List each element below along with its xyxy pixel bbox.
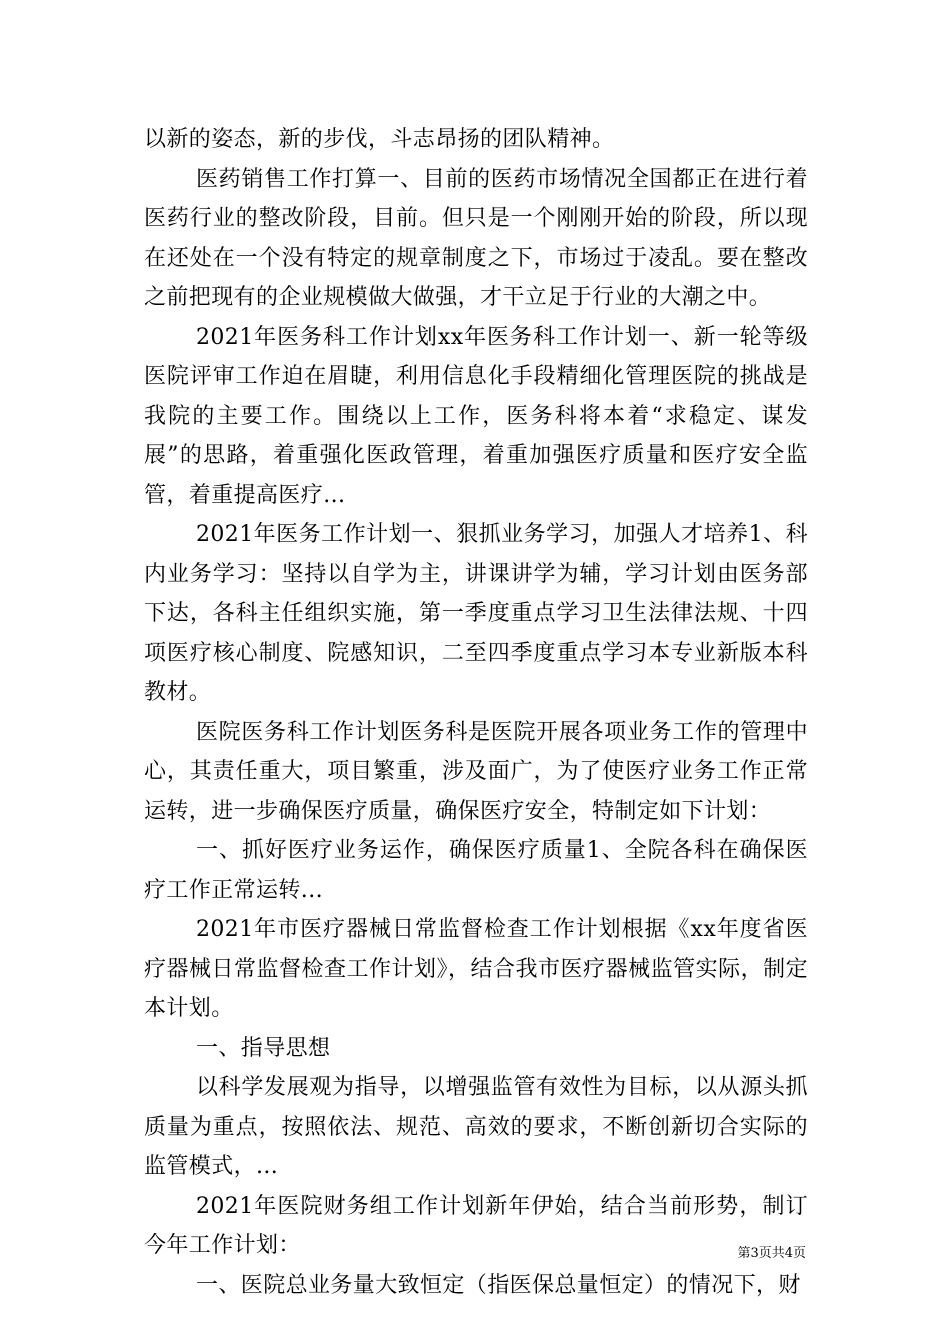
paragraph: 2021年市医疗器械日常监督检查工作计划根据《xx年度省医疗器械日常监督检查工作计划》，结合我市医疗器械监管实际，制定本计划。	[144, 917, 808, 1021]
page-number: 第3页共4页	[737, 1246, 806, 1261]
paragraph: 医院医务科工作计划医务科是医院开展各项业务工作的管理中心，其责任重大，项目繁重，涉及面广，为了使医疗业务工作正常运转，进一步确保医疗质量，确保医疗安全，特制定如下计划：	[144, 719, 808, 824]
paragraph: 一、抓好医疗业务运作，确保医疗质量1、全院各科在确保医疗工作正常运转...	[144, 838, 808, 903]
document-body	[144, 120, 808, 1305]
paragraph: 2021年医院财务组工作计划新年伊始，结合当前形势，制订今年工作计划：	[144, 1193, 808, 1258]
paragraph: 2021年医务工作计划一、狠抓业务学习，加强人才培养1、科内业务学习：坚持以自学为主，讲课讲学为辅，学习计划由医务部下达，各科主任组织实施，第一季度重点学习卫生法律法规、十四项医疗核心制度、院感知识，二至四季度重点学习本专业新版本科教材。	[144, 522, 808, 705]
section-heading: 一、指导思想	[196, 1035, 331, 1061]
paragraph: 医药销售工作打算一、目前的医药市场情况全国都正在进行着医药行业的整改阶段，目前。但只是一个刚刚开始的阶段，所以现在还处在一个没有特定的规章制度之下，市场过于凌乱。要在整改之前把现有的企业规模做大做强，才干立足于行业的大潮之中。	[144, 166, 808, 310]
paragraph: 2021年医务科工作计划xx年医务科工作计划一、新一轮等级医院评审工作迫在眉睫，利用信息化手段精细化管理医院的挑战是我院的主要工作。围绕以上工作，医务科将本着“求稳定、谋发展”的思路，着重强化医政管理，着重加强医疗质量和医疗安全监管，着重提高医疗...	[144, 324, 808, 508]
paragraph: 一、医院总业务量大致恒定（指医保总量恒定）的情况下，财	[196, 1272, 801, 1298]
paragraph: 以新的姿态，新的步伐，斗志昂扬的团队精神。	[144, 127, 615, 152]
paragraph: 以科学发展观为指导，以增强监管有效性为目标，以从源头抓质量为重点，按照依法、规范、高效的要求，不断创新切合实际的监管模式，...	[144, 1075, 808, 1179]
